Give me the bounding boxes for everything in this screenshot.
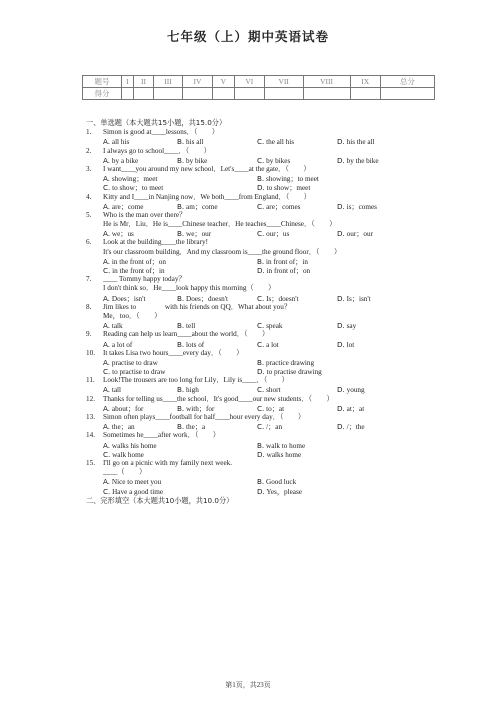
option-letter: B. (177, 137, 185, 147)
answer-options-row (86, 229, 426, 238)
option-text: to；at (266, 404, 285, 413)
option-text: we；our (186, 230, 212, 239)
option-letter: A. (103, 201, 111, 211)
score-table-cell: IX (350, 76, 380, 88)
question-stem (86, 147, 426, 156)
score-table-cell: V (213, 76, 235, 88)
answer-options-row (86, 183, 426, 192)
score-table-cell: I (122, 76, 134, 88)
answer-options-row (86, 404, 426, 413)
answer-options-row (86, 340, 426, 349)
option-letter: D. (337, 321, 345, 331)
question-number: 6. (86, 238, 92, 247)
option-letter: B. (177, 385, 185, 395)
option-text: Good luck (266, 478, 297, 487)
option-letter: D. (257, 449, 265, 459)
question-text: Thanks for telling us____the school．It's good____our new students．（ ） (103, 394, 334, 403)
option-text: Nice to meet you (111, 478, 162, 487)
question-number: 5. (86, 210, 92, 219)
question-number: 4. (86, 192, 92, 201)
option-text: his all (186, 138, 204, 147)
option-text: short (266, 386, 281, 395)
score-input-cell[interactable] (234, 88, 264, 100)
score-input-cell[interactable] (182, 88, 212, 100)
option-letter: D. (337, 137, 345, 147)
option-text: are；come (111, 202, 144, 211)
answer-options-row (86, 257, 426, 266)
question-number: 3. (86, 164, 92, 173)
question-stem (86, 303, 426, 312)
question-text: It's our classroom building．And my classroom is____the ground floor．（ ） (103, 247, 342, 256)
option-text: walks home (266, 450, 302, 459)
question-text: Simon is good at____lessons．（ ） (103, 128, 219, 137)
answer-option[interactable] (103, 487, 163, 497)
option-letter: A. (103, 155, 111, 165)
score-table-header-row (83, 76, 435, 88)
score-input-cell[interactable] (154, 88, 183, 100)
score-input-cell[interactable] (122, 88, 134, 100)
question-text: Look at the building____the library! (103, 238, 208, 247)
option-letter: C. (257, 422, 265, 432)
option-letter: D. (337, 403, 345, 413)
option-letter: B. (257, 174, 265, 184)
option-text: lots of (186, 340, 205, 349)
option-letter: D. (257, 266, 265, 276)
option-letter: D. (337, 385, 345, 395)
question-text: Who is the man over there？ (103, 210, 187, 219)
option-letter: B. (177, 422, 185, 432)
score-input-cell[interactable] (213, 88, 235, 100)
question-text: I don't think so．He____look happy this morning（ ） (103, 284, 276, 293)
option-text: practice drawing (266, 358, 315, 367)
option-letter: B. (257, 440, 265, 450)
option-text: practise to draw (111, 358, 158, 367)
option-letter: B. (257, 256, 265, 266)
question-list (86, 128, 426, 496)
score-table-cell: 得分 (83, 88, 122, 100)
question-number: 8. (86, 302, 92, 311)
score-table-cell: III (154, 76, 183, 88)
option-letter: D. (337, 422, 345, 432)
question-continuation (86, 312, 426, 321)
page-footer: 第1页，共23页 (225, 681, 271, 689)
option-letter: C. (257, 155, 265, 165)
option-text: young (346, 386, 365, 395)
question-number: 2. (86, 146, 92, 155)
option-letter: A. (103, 137, 111, 147)
option-text: walk home (112, 450, 144, 459)
score-input-cell[interactable] (264, 88, 303, 100)
question-stem (86, 376, 426, 385)
question-text: Reading can help us learn____about the world．（ ） (103, 330, 270, 339)
question-number: 10. (86, 348, 95, 357)
option-text: a lot of (111, 340, 133, 349)
question-stem (86, 211, 426, 220)
option-letter: C. (103, 486, 111, 496)
option-text: walk to home (266, 441, 306, 450)
question-text: Look!The trousers are too long for Lily．Lily is____．（ ） (103, 376, 289, 385)
option-text: /；an (266, 423, 283, 432)
option-text: walks his home (111, 441, 157, 450)
option-text: /；the (346, 423, 365, 432)
score-table-cell: II (133, 76, 153, 88)
answer-option[interactable] (257, 487, 302, 497)
question-number: 11. (86, 376, 95, 385)
answer-options-row (86, 137, 426, 146)
score-table (82, 75, 435, 100)
option-letter: B. (177, 293, 185, 303)
option-text: showing；to meet (266, 175, 319, 184)
answer-options-row (86, 294, 426, 303)
option-letter: C. (257, 293, 265, 303)
question-number: 15. (86, 458, 95, 467)
option-letter: D. (337, 339, 345, 349)
option-letter: A. (103, 321, 111, 331)
option-text: Is；isn't (346, 294, 371, 303)
score-input-cell[interactable] (350, 88, 380, 100)
option-letter: B. (257, 357, 265, 367)
option-text: say (346, 322, 357, 331)
option-letter: D. (257, 183, 265, 193)
option-text: Does；doesn't (186, 294, 229, 303)
score-input-cell[interactable] (303, 88, 350, 100)
question-stem (86, 413, 426, 422)
option-text: Is；doesn't (266, 294, 299, 303)
option-text: in the front of；on (111, 257, 166, 266)
option-letter: A. (103, 385, 111, 395)
score-table-score-row (83, 88, 435, 100)
option-text: our；us (266, 230, 290, 239)
answer-options-row (86, 422, 426, 431)
question-text: He is Mr．Liu．He is____Chinese teacher．He teaches____Chinese．（ ） (103, 220, 337, 229)
option-text: are；comes (266, 202, 301, 211)
option-text: by a bike (111, 156, 139, 165)
question-stem (86, 238, 426, 247)
option-letter: A. (103, 293, 111, 303)
option-text: to show；to meet (112, 184, 164, 193)
option-text: Have a good time (112, 487, 164, 496)
option-text: all his (111, 138, 130, 147)
option-text: in the front of；in (112, 267, 165, 276)
question-stem (86, 128, 426, 137)
option-text: the；an (111, 423, 135, 432)
option-text: is；comes (346, 202, 377, 211)
exam-title: 七年级（上）期中英语试卷 (166, 29, 329, 44)
option-text: by bikes (266, 156, 291, 165)
option-letter: B. (257, 477, 265, 487)
option-letter: A. (103, 357, 111, 367)
option-letter: B. (177, 403, 185, 413)
option-letter: C. (257, 403, 265, 413)
option-letter: C. (257, 385, 265, 395)
option-letter: C. (103, 183, 111, 193)
score-table-cell: 题号 (83, 76, 122, 88)
question-stem (86, 349, 426, 358)
score-table-cell: VII (264, 76, 303, 88)
option-text: the all his (266, 138, 295, 147)
option-letter: B. (177, 339, 185, 349)
option-letter: C. (257, 229, 265, 239)
question-number: 12. (86, 394, 95, 403)
option-text: talk (111, 322, 123, 331)
question-text: I'll go on a picnic with my family next week. (103, 458, 233, 467)
option-letter: D. (257, 486, 265, 496)
option-text: tall (111, 386, 122, 395)
option-letter: A. (103, 440, 111, 450)
question-stem (86, 193, 426, 202)
option-letter: D. (337, 155, 345, 165)
option-text: with；for (186, 404, 215, 413)
question-continuation (86, 468, 426, 477)
option-text: to show；meet (266, 184, 311, 193)
question-text: Me，too．（ ） (103, 311, 162, 320)
option-text: at；at (346, 404, 365, 413)
option-letter: D. (257, 367, 265, 377)
question-continuation (86, 284, 426, 293)
answer-options-row (86, 385, 426, 394)
question-number: 7. (86, 275, 92, 284)
option-letter: B. (177, 201, 185, 211)
option-letter: C. (257, 339, 265, 349)
question-number: 1. (86, 128, 92, 137)
option-text: about；for (111, 404, 144, 413)
score-table-cell: VI (234, 76, 264, 88)
answer-options-row (86, 477, 426, 486)
question-number: 13. (86, 413, 95, 422)
option-text: to practise to draw (112, 368, 166, 377)
answer-options-row (86, 156, 426, 165)
option-letter: C. (103, 449, 111, 459)
section-heading-single-choice: 一、单选题（本大题共15小题，共15.0分） (86, 118, 227, 127)
option-letter: D. (337, 229, 345, 239)
question-text: Kitty and I____in Nanjing now．We both____from England．（ ） (103, 192, 311, 201)
answer-options-row (86, 441, 426, 450)
option-text: we；us (111, 230, 134, 239)
score-table-cell: 总分 (380, 76, 434, 88)
question-number: 9. (86, 330, 92, 339)
option-letter: B. (177, 321, 185, 331)
option-text: lot (346, 340, 355, 349)
option-letter: A. (103, 339, 111, 349)
question-text: Simon often plays____football for half____hour every day．（ ） (103, 413, 306, 422)
option-text: by the bike (346, 156, 379, 165)
option-text: his the all (346, 138, 375, 147)
option-text: in front of；on (266, 267, 311, 276)
question-stem (86, 165, 426, 174)
option-letter: A. (103, 422, 111, 432)
option-letter: A. (103, 403, 111, 413)
option-letter: C. (257, 201, 265, 211)
answer-options-row (86, 202, 426, 211)
option-text: high (186, 386, 199, 395)
answer-options-row (86, 450, 426, 459)
answer-options-row (86, 367, 426, 376)
option-text: the；a (186, 423, 206, 432)
question-text: Sometimes he____after work．（ ） (103, 431, 220, 440)
option-text: Yes，please (266, 487, 302, 496)
option-letter: B. (177, 229, 185, 239)
option-text: speak (266, 322, 283, 331)
option-text: a lot (266, 340, 279, 349)
question-stem (86, 395, 426, 404)
exam-content (86, 118, 426, 506)
question-text: I always go to school____．（ ） (103, 146, 211, 155)
option-text: am；come (186, 202, 218, 211)
question-number: 14. (86, 431, 95, 440)
question-text: Jim likes to with his friends on QQ．What about you？ (103, 302, 292, 311)
question-text: It takes Lisa two hours____every day．（ ） (103, 348, 244, 357)
option-text: our；our (346, 230, 373, 239)
score-table-cell: VIII (303, 76, 350, 88)
option-letter: C. (257, 321, 265, 331)
option-letter: D. (337, 293, 345, 303)
option-text: to practise drawing (266, 368, 322, 377)
score-input-cell[interactable] (133, 88, 153, 100)
option-text: Does；isn't (111, 294, 146, 303)
answer-options-row (86, 358, 426, 367)
option-letter: D. (337, 201, 345, 211)
option-text: in front of；in (266, 257, 308, 266)
section-heading-cloze: 二、完形填空（本大题共10小题，共10.0分） (86, 495, 234, 505)
option-letter: A. (103, 174, 111, 184)
question-text: I want____you around my new school．Let's____at the gate．（ ） (103, 164, 311, 173)
question-continuation (86, 220, 426, 229)
answer-options-row (86, 487, 426, 496)
question-text: ____ Tommy happy today？ (103, 275, 186, 284)
answer-options-row (86, 321, 426, 330)
option-text: tell (186, 322, 196, 331)
question-stem (86, 459, 426, 468)
option-letter: C. (103, 266, 111, 276)
question-stem (86, 431, 426, 440)
question-stem (86, 275, 426, 284)
option-text: showing；meet (111, 175, 158, 184)
score-input-cell[interactable] (380, 88, 434, 100)
option-letter: A. (103, 256, 111, 266)
answer-options-row (86, 266, 426, 275)
question-continuation (86, 248, 426, 257)
option-letter: A. (103, 229, 111, 239)
option-letter: C. (257, 137, 265, 147)
score-table-cell: IV (182, 76, 212, 88)
option-text: by bike (186, 156, 208, 165)
question-stem (86, 330, 426, 339)
question-text: ____（ ） (103, 468, 147, 477)
option-letter: A. (103, 477, 111, 487)
option-letter: C. (103, 367, 111, 377)
option-letter: B. (177, 155, 185, 165)
answer-options-row (86, 174, 426, 183)
